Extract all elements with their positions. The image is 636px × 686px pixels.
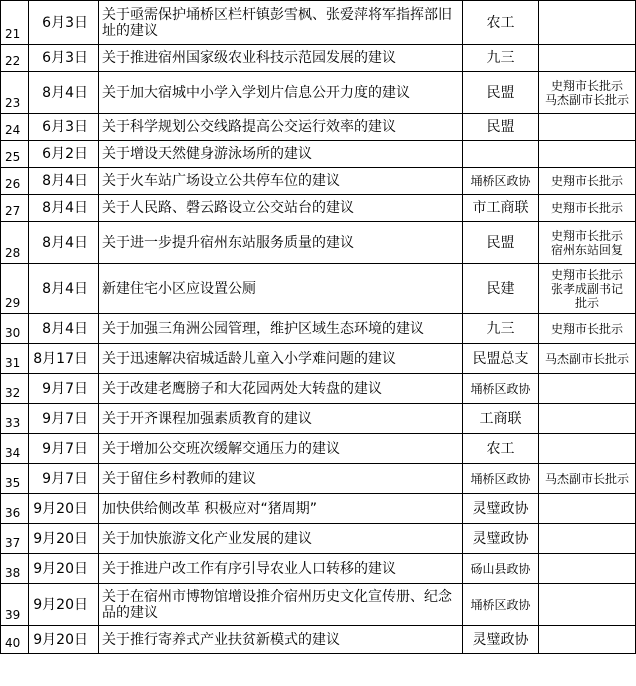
table-row: [1, 168, 636, 195]
remark-cell[interactable]: 马杰副市长批示: [539, 344, 636, 374]
table-row: [1, 114, 636, 141]
remark-cell[interactable]: [539, 1, 636, 45]
org-cell[interactable]: 灵璧政协: [463, 524, 539, 554]
remark-cell[interactable]: 史翔市长批示: [539, 314, 636, 344]
org-cell[interactable]: 埇桥区政协: [463, 168, 539, 195]
title-cell[interactable]: 关于迅速解决宿城适龄儿童入小学难问题的建议: [99, 344, 463, 374]
org-cell[interactable]: 民盟: [463, 114, 539, 141]
row-number[interactable]: 25: [1, 141, 29, 168]
title-cell[interactable]: 关于加强三角洲公园管理，维护区域生态环境的建议: [99, 314, 463, 344]
remark-cell[interactable]: 史翔市长批示 张孝成副书记 批示: [539, 264, 636, 314]
org-cell[interactable]: 工商联: [463, 404, 539, 434]
title-cell[interactable]: 关于加大宿城中小学入学划片信息公开力度的建议: [99, 72, 463, 114]
date-cell[interactable]: 6月2日: [29, 141, 99, 168]
title-cell[interactable]: 关于加快旅游文化产业发展的建议: [99, 524, 463, 554]
remark-cell[interactable]: [539, 374, 636, 404]
table-row: [1, 374, 636, 404]
row-number[interactable]: 34: [1, 434, 29, 464]
table-row: [1, 404, 636, 434]
table-row: [1, 45, 636, 72]
date-cell[interactable]: 6月3日: [29, 114, 99, 141]
row-number[interactable]: 37: [1, 524, 29, 554]
row-number[interactable]: 38: [1, 554, 29, 584]
row-number[interactable]: 39: [1, 584, 29, 626]
date-cell[interactable]: 9月7日: [29, 404, 99, 434]
row-number[interactable]: 35: [1, 464, 29, 494]
table-row: [1, 195, 636, 222]
org-cell[interactable]: [463, 141, 539, 168]
title-cell[interactable]: 关于增设天然健身游泳场所的建议: [99, 141, 463, 168]
table-row: [1, 464, 636, 494]
date-cell[interactable]: 8月4日: [29, 264, 99, 314]
org-cell[interactable]: 农工: [463, 1, 539, 45]
remark-cell[interactable]: 史翔市长批示: [539, 168, 636, 195]
date-cell[interactable]: 8月4日: [29, 168, 99, 195]
org-cell[interactable]: 灵璧政协: [463, 494, 539, 524]
date-cell[interactable]: 6月3日: [29, 45, 99, 72]
table-row: [1, 524, 636, 554]
row-number[interactable]: 31: [1, 344, 29, 374]
remark-cell[interactable]: [539, 45, 636, 72]
remark-cell[interactable]: [539, 114, 636, 141]
row-number[interactable]: 40: [1, 626, 29, 654]
remark-cell[interactable]: 史翔市长批示 宿州东站回复: [539, 222, 636, 264]
date-cell[interactable]: 9月7日: [29, 434, 99, 464]
remark-cell[interactable]: [539, 554, 636, 584]
date-cell[interactable]: 9月7日: [29, 374, 99, 404]
date-cell[interactable]: 9月20日: [29, 494, 99, 524]
row-number[interactable]: 28: [1, 222, 29, 264]
title-cell[interactable]: 关于推进宿州国家级农业科技示范园发展的建议: [99, 45, 463, 72]
table-row: [1, 554, 636, 584]
title-cell[interactable]: 关于开齐课程加强素质教育的建议: [99, 404, 463, 434]
org-cell[interactable]: 砀山县政协: [463, 554, 539, 584]
table-row: [1, 264, 636, 314]
org-cell[interactable]: 市工商联: [463, 195, 539, 222]
org-cell[interactable]: 民盟: [463, 222, 539, 264]
org-cell[interactable]: 埇桥区政协: [463, 584, 539, 626]
org-cell[interactable]: 民建: [463, 264, 539, 314]
row-number[interactable]: 22: [1, 45, 29, 72]
remark-cell[interactable]: [539, 626, 636, 654]
table-row: [1, 626, 636, 654]
date-cell[interactable]: 9月7日: [29, 464, 99, 494]
title-cell[interactable]: 关于科学规划公交线路提高公交运行效率的建议: [99, 114, 463, 141]
title-cell[interactable]: 关于人民路、磬云路设立公交站台的建议: [99, 195, 463, 222]
org-cell[interactable]: 民盟总支: [463, 344, 539, 374]
date-cell[interactable]: 8月17日: [29, 344, 99, 374]
title-cell[interactable]: 新建住宅小区应设置公厕: [99, 264, 463, 314]
title-cell[interactable]: 关于留住乡村教师的建议: [99, 464, 463, 494]
remark-cell[interactable]: 史翔市长批示 马杰副市长批示: [539, 72, 636, 114]
org-cell[interactable]: 农工: [463, 434, 539, 464]
table-row: [1, 344, 636, 374]
remark-cell[interactable]: 马杰副市长批示: [539, 464, 636, 494]
org-cell[interactable]: 民盟: [463, 72, 539, 114]
row-number[interactable]: 33: [1, 404, 29, 434]
title-cell[interactable]: 关于增加公交班次缓解交通压力的建议: [99, 434, 463, 464]
org-cell[interactable]: 埇桥区政协: [463, 464, 539, 494]
row-number[interactable]: 21: [1, 1, 29, 45]
remark-cell[interactable]: [539, 584, 636, 626]
row-number[interactable]: 30: [1, 314, 29, 344]
remark-cell[interactable]: [539, 524, 636, 554]
row-number[interactable]: 24: [1, 114, 29, 141]
table-body: [1, 1, 636, 654]
table-row: [1, 314, 636, 344]
remark-cell[interactable]: [539, 404, 636, 434]
row-number[interactable]: 29: [1, 264, 29, 314]
table-row: [1, 494, 636, 524]
row-number[interactable]: 26: [1, 168, 29, 195]
date-cell[interactable]: 8月4日: [29, 222, 99, 264]
table-row: [1, 584, 636, 626]
table-row: [1, 141, 636, 168]
remark-cell[interactable]: 史翔市长批示: [539, 195, 636, 222]
title-cell[interactable]: 加快供给侧改革 积极应对“猪周期”: [99, 494, 463, 524]
date-cell[interactable]: 8月4日: [29, 195, 99, 222]
org-cell[interactable]: 灵璧政协: [463, 626, 539, 654]
table-row: [1, 72, 636, 114]
remark-cell[interactable]: [539, 434, 636, 464]
remark-cell[interactable]: [539, 494, 636, 524]
date-cell[interactable]: 9月20日: [29, 584, 99, 626]
row-number[interactable]: 36: [1, 494, 29, 524]
table-row: [1, 1, 636, 45]
date-cell[interactable]: 8月4日: [29, 72, 99, 114]
date-cell[interactable]: 9月20日: [29, 554, 99, 584]
date-cell[interactable]: 9月20日: [29, 626, 99, 654]
row-number[interactable]: 23: [1, 72, 29, 114]
date-cell[interactable]: 6月3日: [29, 1, 99, 45]
date-cell[interactable]: 9月20日: [29, 524, 99, 554]
remark-cell[interactable]: [539, 141, 636, 168]
org-cell[interactable]: 埇桥区政协: [463, 374, 539, 404]
title-cell[interactable]: 关于推进户改工作有序引导农业人口转移的建议: [99, 554, 463, 584]
title-cell[interactable]: 关于在宿州市博物馆增设推介宿州历史文化宣传册、纪念品的建议: [99, 584, 463, 626]
title-cell[interactable]: 关于进一步提升宿州东站服务质量的建议: [99, 222, 463, 264]
table-row: [1, 434, 636, 464]
title-cell[interactable]: 关于改建老鹰膀子和大花园两处大转盘的建议: [99, 374, 463, 404]
title-cell[interactable]: 关于亟需保护埇桥区栏杆镇彭雪枫、张爱萍将军指挥部旧址的建议: [99, 1, 463, 45]
title-cell[interactable]: 关于火车站广场设立公共停车位的建议: [99, 168, 463, 195]
date-cell[interactable]: 8月4日: [29, 314, 99, 344]
table-row: [1, 222, 636, 264]
row-number[interactable]: 32: [1, 374, 29, 404]
row-number[interactable]: 27: [1, 195, 29, 222]
org-cell[interactable]: 九三: [463, 45, 539, 72]
org-cell[interactable]: 九三: [463, 314, 539, 344]
title-cell[interactable]: 关于推行寄养式产业扶贫新模式的建议: [99, 626, 463, 654]
